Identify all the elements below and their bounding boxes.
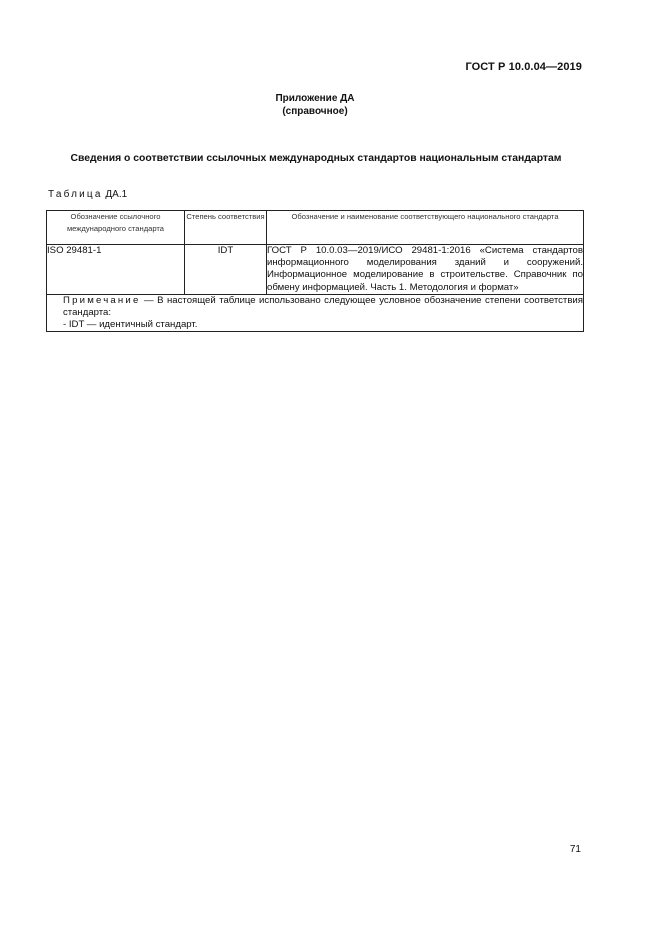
column-header-ref-standard: Обозначение ссылочного международного стандарта bbox=[47, 211, 185, 245]
table-note bbox=[47, 294, 584, 332]
note-definition: - IDT — идентичный стандарт. bbox=[63, 319, 198, 331]
annex-title-block bbox=[0, 92, 630, 118]
annex-title: Приложение ДА bbox=[275, 93, 355, 104]
cell-national-standard: ГОСТ Р 10.0.03—2019/ИСО 29481-1:2016 «Система стандартов информационного моделирования зданий и сооружений. Информационное моделирование в строительстве. Справочник по обмену информацией. Часть 1. Методология и формат» bbox=[267, 245, 583, 293]
document-code: ГОСТ Р 10.0.04—2019 bbox=[465, 61, 582, 73]
table-caption-number: ДА.1 bbox=[105, 189, 128, 200]
section-heading: Сведения о соответствии ссылочных международных стандартов национальным стандартам bbox=[70, 153, 562, 164]
annex-subtitle: (справочное) bbox=[282, 106, 348, 117]
table-row bbox=[47, 245, 584, 295]
table-header-row bbox=[47, 211, 584, 245]
table-caption bbox=[48, 189, 127, 200]
table-caption-label: Таблица bbox=[48, 189, 103, 200]
column-header-degree: Степень соответствия bbox=[185, 211, 267, 245]
cell-ref-standard: ISO 29481-1 bbox=[47, 245, 185, 295]
note-text: — В настоящей таблице использовано следующее условное обозначение степени соответствия стандарта: bbox=[63, 294, 583, 319]
table-note-row bbox=[47, 294, 584, 332]
note-label: Примечание bbox=[63, 294, 141, 306]
correspondence-table bbox=[46, 210, 584, 332]
column-header-national-standard: Обозначение и наименование соответствующего национального стандарта bbox=[267, 211, 584, 245]
cell-degree: IDT bbox=[185, 245, 267, 295]
page-number: 71 bbox=[569, 844, 581, 855]
